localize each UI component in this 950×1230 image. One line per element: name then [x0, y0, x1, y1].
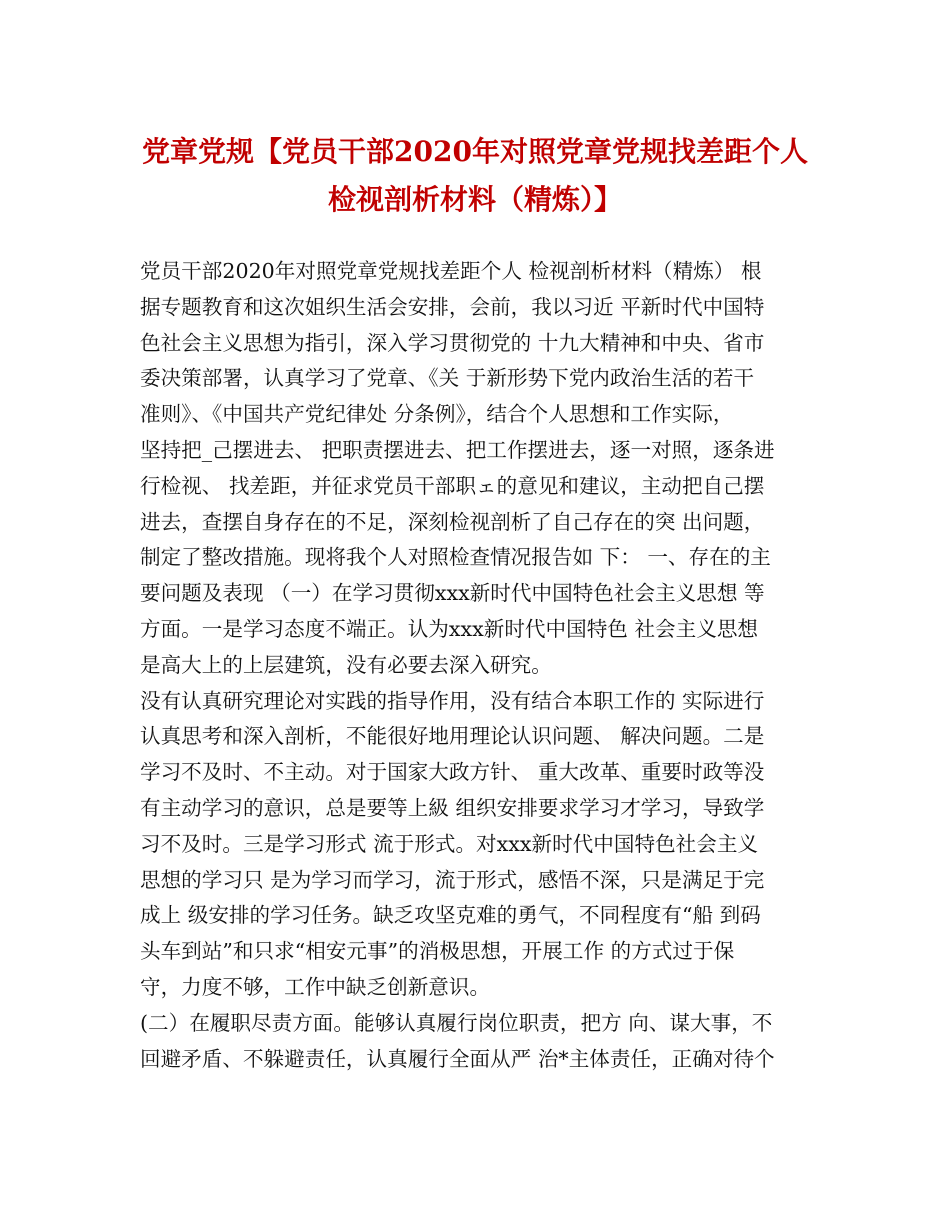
body-line: 是高大上的上层建筑，没有必要去深入研究。 — [140, 652, 552, 677]
title-line-2: 检视剖析材料（精炼）】 — [327, 183, 622, 216]
body-line: 回避矛盾、不躲避责任，认真履行全面从严 治*主体责任，正确对待个 — [140, 1046, 775, 1071]
body-line: 习不及时。三是学习形式 流于形式。对xxx新时代中国特色社会主义 — [140, 831, 759, 856]
body-line: 有主动学习的意识，总是要等上級 组织安排要求学习才学习，导致学 — [140, 795, 765, 820]
body-line: 行检视、 找差距，并征求党员干部职ェ的意见和建议，主动把自己摆 — [140, 473, 765, 498]
body-line: 坚持把_己摆进去、 把职责摆进去、把工作摆进去，逐一对照，逐条进 — [140, 437, 775, 462]
body-line: 委决策部署，认真学习了党章、《关 于新形势下党内政治生活的若干 — [140, 366, 755, 391]
body-line: 没有认真研究理论对实践的指导作用，没有结合本职工作的 实际进行 — [140, 688, 765, 713]
body-line: 色社会主义思想为指引，深入学习贯彻党的 十九大精神和中央、省市 — [140, 330, 765, 355]
document-title — [100, 128, 850, 224]
body-line: 进去，查摆自身存在的不足，深刻检视剖析了自己存在的突 出问题， — [140, 509, 765, 534]
body-line: 准则》、《中国共产党纪律处 分条例》，结合个人思想和工作实际， — [140, 402, 734, 427]
body-line: 守，力度不够，工作中缺乏创新意识。 — [140, 974, 491, 999]
body-line: 思想的学习只 是为学习而学习，流于形式，感悟不深，只是满足于完 — [140, 867, 765, 892]
body-line: 成上 级安排的学习任务。缺乏攻坚克难的勇气，不同程度有“船 到码 — [140, 903, 761, 928]
body-line: (二）在履职尽责方面。能够认真履行岗位职责，把方 向、谋大事，不 — [140, 1010, 773, 1035]
body-line: 要问题及表现 （一）在学习贯彻xxx新时代中国特色社会主义思想 等 — [140, 581, 765, 606]
body-line: 制定了整改措施。现将我个人对照检查情况报告如 下： 一、存在的主 — [140, 545, 771, 570]
body-line: 头车到站”和只求“相安元事”的消极思想，开展工作 的方式过于保 — [140, 939, 735, 964]
title-line-1: 党章党规【党员干部2020年对照党章党规找差距个人 — [142, 135, 808, 168]
body-line: 方面。一是学习态度不端正。认为xxx新时代中国特色 社会主义思想 — [140, 616, 759, 641]
document-body — [140, 254, 820, 1077]
body-line: 学习不及时、不主动。对于国家大政方针、 重大改革、重要时政等没 — [140, 760, 765, 785]
body-line: 认真思考和深入剖析，不能很好地用理论认识问题、 解决问题。二是 — [140, 724, 765, 749]
body-line: 党员干部2020年对照党章党规找差距个人 检视剖析材料（精炼） 根 — [140, 259, 762, 283]
body-line: 据专题教育和这次姐织生活会安排，会前，我以习近 平新时代中国特 — [140, 294, 765, 319]
